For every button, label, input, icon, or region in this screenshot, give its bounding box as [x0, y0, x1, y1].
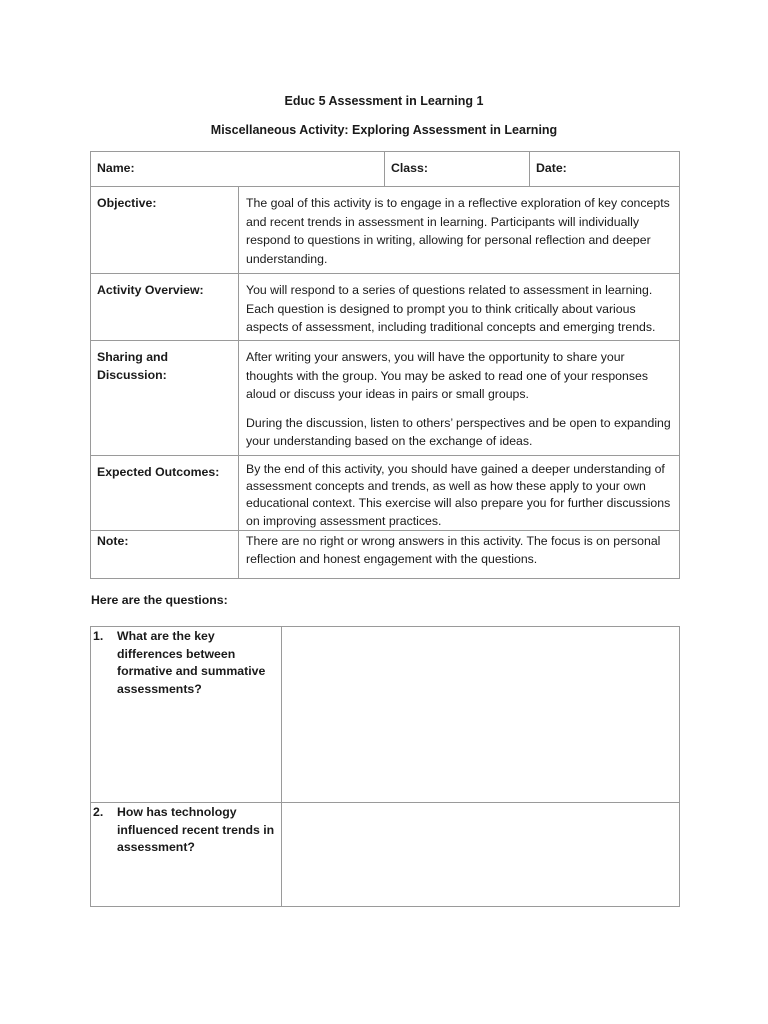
row-label: Sharing and Discussion: [91, 341, 239, 456]
question-text: What are the key differences between formative and summative assessments? [117, 629, 266, 696]
question-row [91, 627, 680, 803]
activity-overview-row [91, 274, 680, 341]
paragraph: The goal of this activity is to engage in a reflective exploration of key concepts and recent trends in assessment in learning. Participants will individually respond to questions in writing, allowing for personal reflection and deeper understanding. [246, 196, 670, 266]
row-label: Activity Overview: [91, 274, 239, 341]
question-cell [91, 803, 282, 907]
activity-info-table [90, 151, 680, 579]
question-number: 1. [93, 629, 104, 643]
question-number: 2. [93, 805, 104, 819]
paragraph: By the end of this activity, you should have gained a deeper understanding of assessment concepts and trends, as well as how these apply to your own educational context. This exercise will also prepare you for further discussions on improving assessment practices. [246, 462, 671, 528]
questions-intro: Here are the questions: [91, 593, 228, 607]
paragraph: During the discussion, listen to others’ perspectives and be open to expanding your understanding based on the exchange of ideas. [246, 415, 671, 448]
paragraph: You will respond to a series of questions related to assessment in learning. Each question is designed to prompt you to think critically about various aspects of assessment, including traditional concepts and emerging trends. [246, 283, 656, 334]
expected-outcomes-row [91, 456, 680, 531]
row-content [239, 274, 680, 341]
note-row [91, 530, 680, 578]
objective-row [91, 187, 680, 274]
question-row [91, 803, 680, 907]
answer-cell[interactable] [282, 803, 680, 907]
row-content [239, 187, 680, 274]
sharing-discussion-row [91, 341, 680, 456]
activity-title: Miscellaneous Activity: Exploring Assessment in Learning [210, 123, 558, 137]
row-content [239, 530, 680, 578]
row-content [239, 341, 680, 456]
row-label: Note: [91, 530, 239, 578]
paragraph: After writing your answers, you will have the opportunity to share your thoughts with the group. You may be asked to read one of your responses aloud or discuss your ideas in pairs or small groups. [246, 350, 648, 401]
row-label: Objective: [91, 187, 239, 274]
date-label: Date: [536, 161, 567, 175]
paragraph: There are no right or wrong answers in this activity. The focus is on personal reflection and honest engagement with the questions. [246, 533, 661, 567]
question-cell [91, 627, 282, 803]
course-title: Educ 5 Assessment in Learning 1 [284, 94, 484, 108]
name-label: Name: [97, 161, 135, 175]
row-content [239, 456, 680, 531]
class-field[interactable] [385, 152, 530, 187]
date-field[interactable] [530, 152, 680, 187]
class-label: Class: [391, 161, 428, 175]
row-label: Expected Outcomes: [91, 456, 239, 531]
question-text: How has technology influenced recent trends in assessment? [117, 805, 275, 854]
questions-table [90, 626, 680, 907]
name-class-date-row [91, 152, 680, 187]
name-field[interactable] [91, 152, 385, 187]
answer-cell[interactable] [282, 627, 680, 803]
